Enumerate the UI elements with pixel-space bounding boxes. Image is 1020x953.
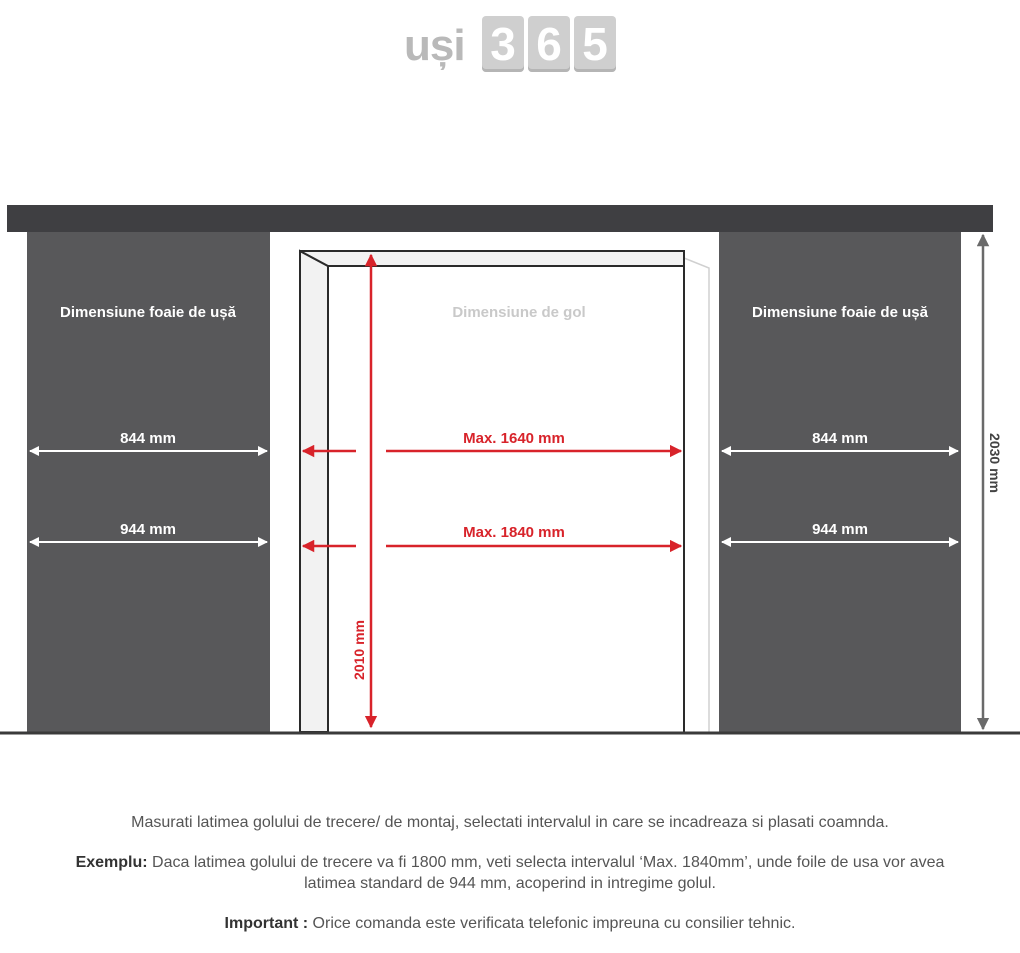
opening-height-label: 2010 mm [351,620,367,680]
opening-title: Dimensiune de gol [452,304,586,321]
opening-max-label-1: Max. 1640 mm [463,430,565,447]
logo-word: uși [404,21,465,70]
opening-max-label-2: Max. 1840 mm [463,524,565,541]
left-width-label-1: 844 mm [120,430,176,447]
important-label: Important : [224,915,309,932]
example-text: Daca latimea golului de trecere va fi 1800 mm, veti selecta intervalul ‘Max. 1840mm’, unde foile de usa vor avea latimea standard de 944 mm, acoperind in intregime golul. [147,854,945,892]
lintel-bar [7,205,993,232]
logo-digit: 6 [528,16,570,72]
left-width-label-2: 944 mm [120,521,176,538]
example-paragraph [60,852,960,894]
instruction-line: Masurati latimea golului de trecere/ de montaj, selectati intervalul in care se incadreaza si plasati coamnda. [131,814,889,831]
important-paragraph [60,913,960,934]
logo-digit: 3 [482,16,524,72]
right-panel-title: Dimensiune foaie de ușă [752,304,928,321]
example-label: Exemplu: [75,854,148,871]
instructions-caption [60,812,960,953]
right-width-label-1: 844 mm [812,430,868,447]
left-panel-title: Dimensiune foaie de ușă [60,304,236,321]
right-width-label-2: 944 mm [812,521,868,538]
logo-digit: 5 [574,16,616,72]
total-height-label: 2030 mm [987,433,1003,493]
important-text: Orice comanda este verificata telefonic impreuna cu consilier tehnic. [308,915,796,932]
